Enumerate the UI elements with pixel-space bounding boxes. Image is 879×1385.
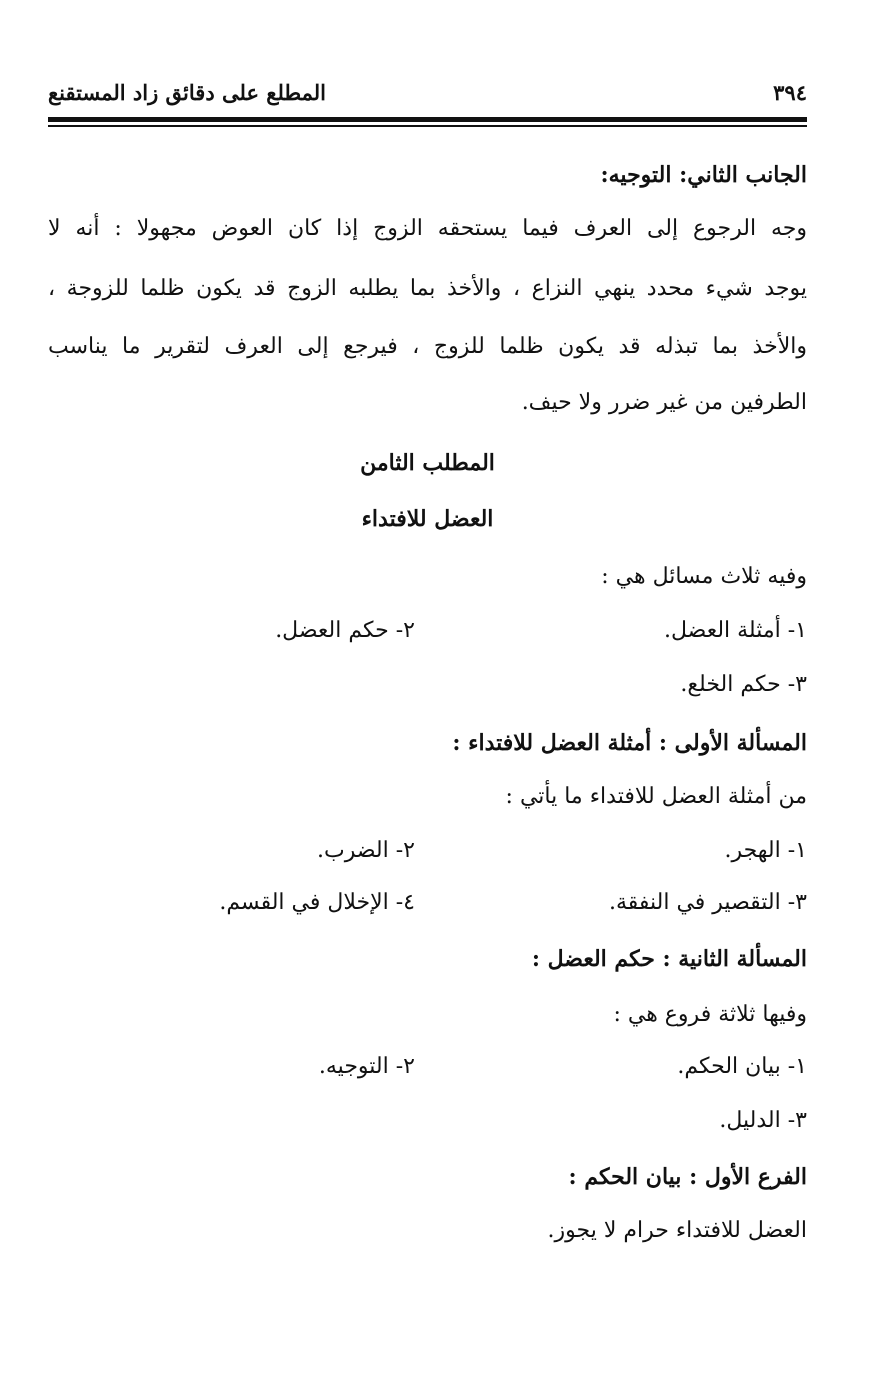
page-header — [48, 78, 807, 114]
header-rule-thin — [48, 125, 807, 127]
list-item: ١- بيان الحكم. — [677, 1054, 807, 1079]
list-item: ٢- التوجيه. — [318, 1054, 415, 1079]
list-item: ٢- حكم العضل. — [275, 618, 415, 643]
branch-heading: الفرع الأول : بيان الحكم : — [568, 1164, 807, 1190]
issue-heading: المسألة الأولى : أمثلة العضل للافتداء : — [452, 730, 807, 756]
list-item: ٣- حكم الخلع. — [680, 672, 807, 697]
paragraph-line: الطرفين من غير ضرر ولا حيف. — [521, 390, 807, 415]
list-item: ٤- الإخلال في القسم. — [219, 890, 415, 915]
chapter-title: المطلب الثامن — [360, 450, 495, 476]
book-title: المطلع على دقائق زاد المستقنع — [48, 80, 327, 105]
section-heading: الجانب الثاني: التوجيه: — [600, 162, 807, 188]
paragraph-line: والأخذ بما تبذله قد يكون ظلما للزوج ، فيرجع إلى العرف لتقرير ما يناسب — [48, 334, 807, 359]
list-item: ١- أمثلة العضل. — [663, 618, 807, 643]
list-item: ٣- الدليل. — [719, 1108, 807, 1133]
issue-heading: المسألة الثانية : حكم العضل : — [531, 946, 807, 972]
list-item: ١- الهجر. — [724, 838, 807, 863]
paragraph-line: وجه الرجوع إلى العرف فيما يستحقه الزوج إذا كان العوض مجهولا : أنه لا — [48, 216, 807, 241]
chapter-subtitle: العضل للافتداء — [361, 506, 494, 532]
issue-intro: من أمثلة العضل للافتداء ما يأتي : — [505, 784, 807, 809]
chapter-intro: وفيه ثلاث مسائل هي : — [601, 564, 807, 589]
header-rule-thick — [48, 117, 807, 122]
issue-intro: وفيها ثلاثة فروع هي : — [613, 1002, 807, 1027]
list-item: ٢- الضرب. — [317, 838, 415, 863]
list-item: ٣- التقصير في النفقة. — [608, 890, 807, 915]
branch-text: العضل للافتداء حرام لا يجوز. — [547, 1218, 807, 1243]
paragraph-line: يوجد شيء محدد ينهي النزاع ، والأخذ بما يطلبه الزوج قد يكون ظلما للزوجة ، — [48, 276, 807, 301]
page-number: ٣٩٤ — [773, 80, 807, 105]
